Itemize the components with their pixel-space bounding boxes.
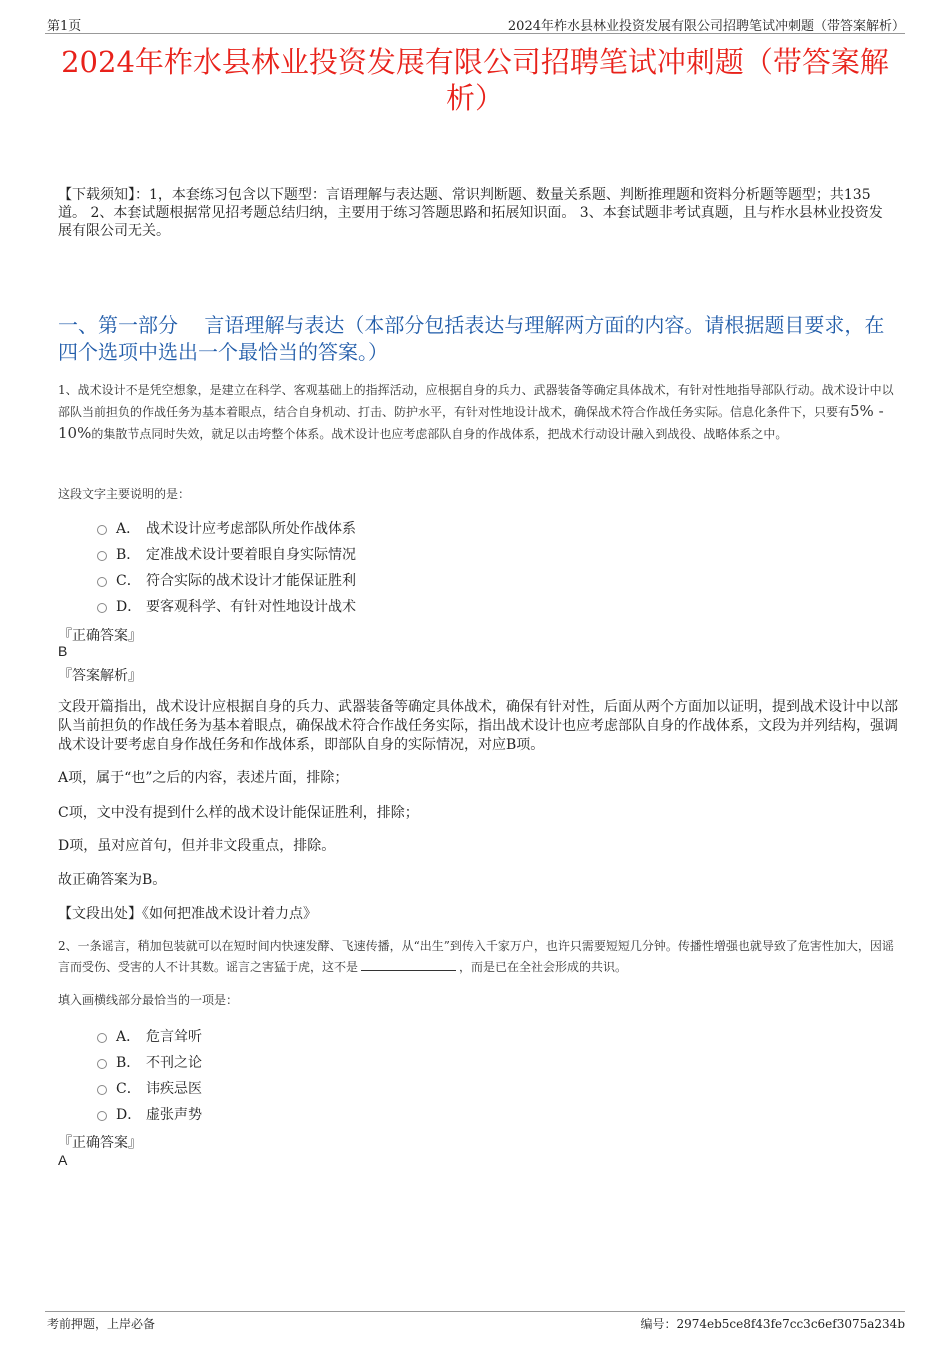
question-1-text <box>58 380 898 445</box>
question-1-option-d[interactable] <box>97 596 356 616</box>
footer-serial: 编号：2974eb5ce8f43fe7cc3c6ef3075a234b <box>640 1317 905 1331</box>
radio-icon[interactable] <box>97 525 107 535</box>
question-2-answer-label: 『正确答案』 <box>58 1135 142 1151</box>
option-letter: A． <box>116 1029 141 1045</box>
question-1-analysis-label: 『答案解析』 <box>58 668 142 684</box>
option-text: 危言耸听 <box>146 1029 202 1045</box>
header-divider <box>45 33 905 34</box>
question-2-option-a[interactable] <box>97 1026 202 1046</box>
question-1-analysis: 文段开篇指出，战术设计应根据自身的兵力、武器装备等确定具体战术，确保有针对性，后面从两个方面加以证明，提到战术设计中以部队当前担负的作战任务为基本着眼点，确保战术符合作战任务实际，指出战术设计也应考虑部队自身的作战体系，文段为并列结构，强调战术设计要考虑自身作战任务和作战体系，即部队自身的实际情况，对应B项。 <box>58 699 898 753</box>
question-1-text-a: 1、战术设计不是凭空想象，是建立在科学、客观基础上的指挥活动，应根据自身的兵力、武器装备等确定具体战术，有针对性地指导部队行动。战术设计中以部队当前担负的作战任务为基本着眼点，结合自身机动、打击、防护水平，有针对性地设计战术，确保战术符合作战任务实际。信息化条件下，只要有 <box>58 383 894 419</box>
document-title: 2024年柞水县林业投资发展有限公司招聘笔试冲刺题（带答案解析） <box>61 45 889 115</box>
section-title: 一、第一部分 言语理解与表达（本部分包括表达与理解两方面的内容。请根据题目要求，在四个选项中选出一个最恰当的答案。） <box>58 313 885 364</box>
question-1-math: 5% - 10% <box>58 402 884 442</box>
radio-icon[interactable] <box>97 1033 107 1043</box>
question-2-text-a: 2、一条谣言，稍加包装就可以在短时间内快速发酵、飞速传播，从“出生”到传入千家万户，也许只需要短短几分钟。传播性增强也就导致了危害性加大，因谣言而受伤、受害的人不计其数。谣言之害猛于虎，这不是 <box>58 939 894 974</box>
radio-icon[interactable] <box>97 551 107 561</box>
fill-blank <box>361 958 456 971</box>
question-1-note-d: D项，虽对应首句，但并非文段重点，排除。 <box>58 838 336 854</box>
option-text: 符合实际的战术设计才能保证胜利 <box>146 573 356 589</box>
option-letter: D． <box>116 599 142 615</box>
option-letter: D． <box>116 1107 142 1123</box>
radio-icon[interactable] <box>97 1059 107 1069</box>
option-text: 虚张声势 <box>146 1107 202 1123</box>
option-letter: C． <box>116 1081 141 1097</box>
question-2-text-b: ，而是已在全社会形成的共识。 <box>459 960 628 974</box>
question-1-source: 【文段出处】《如何把准战术设计着力点》 <box>58 906 317 922</box>
question-2-prompt: 填入画横线部分最恰当的一项是： <box>58 993 239 1007</box>
page-number: 第1页 <box>47 19 82 34</box>
question-1-prompt: 这段文字主要说明的是： <box>58 487 191 501</box>
footer-divider <box>45 1311 905 1312</box>
question-1-text-b: 的集散节点同时失效，就足以击垮整个体系。战术设计也应考虑部队自身的作战体系，把战术行动设计融入到战役、战略体系之中。 <box>91 427 788 441</box>
option-letter: B． <box>116 1055 141 1071</box>
question-2-text <box>58 936 898 978</box>
question-2-option-d[interactable] <box>97 1104 202 1124</box>
option-text: 不刊之论 <box>146 1055 202 1071</box>
option-text: 定准战术设计要着眼自身实际情况 <box>146 547 356 563</box>
question-2-option-b[interactable] <box>97 1052 202 1072</box>
header-doc-name: 2024年柞水县林业投资发展有限公司招聘笔试冲刺题（带答案解析） <box>507 19 905 34</box>
question-1-note-c: C项，文中没有提到什么样的战术设计能保证胜利，排除； <box>58 805 419 821</box>
download-notice: 【下载须知】：1，本套练习包含以下题型：言语理解与表达题、常识判断题、数量关系题、判断推理题和资料分析题等题型；共135道。 2、本套试题根据常见招考题总结归纳，主要用于练习答题思路和拓展知识面。 3、本套试题非考试真题，且与柞水县林业投资发展有限公司无关。 <box>58 187 883 239</box>
question-1-answer: B <box>58 643 68 659</box>
question-1-option-b[interactable] <box>97 544 356 564</box>
radio-icon[interactable] <box>97 1111 107 1121</box>
question-1-option-a[interactable] <box>97 518 356 538</box>
question-1-conclusion: 故正确答案为B。 <box>58 872 167 888</box>
question-1-note-a: A项，属于“也”之后的内容，表述片面，排除； <box>58 770 349 786</box>
question-2-answer: A <box>58 1152 68 1168</box>
option-letter: B． <box>116 547 141 563</box>
radio-icon[interactable] <box>97 577 107 587</box>
footer-slogan: 考前押题，上岸必备 <box>47 1317 156 1331</box>
option-text: 战术设计应考虑部队所处作战体系 <box>146 521 356 537</box>
question-2-option-c[interactable] <box>97 1078 202 1098</box>
question-1-answer-label: 『正确答案』 <box>58 628 142 644</box>
question-1-option-c[interactable] <box>97 570 356 590</box>
option-letter: C． <box>116 573 141 589</box>
option-letter: A． <box>116 521 141 537</box>
radio-icon[interactable] <box>97 603 107 613</box>
option-text: 讳疾忌医 <box>146 1081 202 1097</box>
option-text: 要客观科学、有针对性地设计战术 <box>146 599 356 615</box>
radio-icon[interactable] <box>97 1085 107 1095</box>
